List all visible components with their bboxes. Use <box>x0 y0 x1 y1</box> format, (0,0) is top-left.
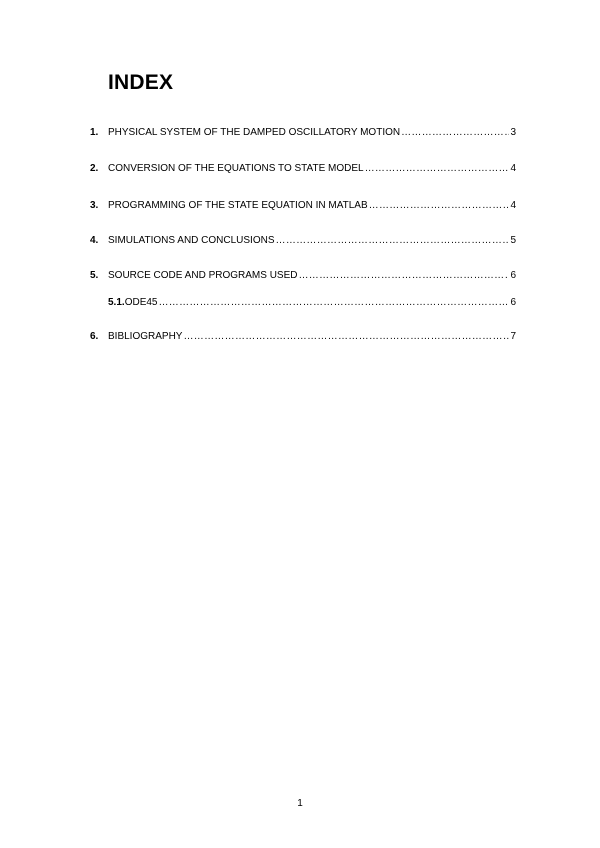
toc-dot-leader <box>369 199 510 213</box>
toc-entry-page: 4 <box>510 163 516 174</box>
toc-entry-3[interactable] <box>90 199 516 213</box>
toc-entry-label: SOURCE CODE AND PROGRAMS USED <box>108 270 298 281</box>
toc-entry-2[interactable] <box>90 162 516 176</box>
toc-entry-label: PROGRAMMING OF THE STATE EQUATION IN MATLAB <box>108 200 368 211</box>
toc-entry-number: 5. <box>90 270 99 281</box>
toc-dot-leader <box>183 330 509 344</box>
toc-entry-page: 6 <box>510 270 516 281</box>
toc-dot-leader <box>276 234 510 248</box>
toc-entry-4[interactable] <box>90 234 516 248</box>
toc-dot-leader <box>365 162 510 176</box>
page-number: 1 <box>297 798 303 809</box>
toc-entry-label: SIMULATIONS AND CONCLUSIONS <box>108 235 275 246</box>
toc-entry-number: 2. <box>90 163 99 174</box>
toc-entry-page: 4 <box>510 200 516 211</box>
toc-entry-5-1[interactable] <box>90 296 516 310</box>
toc-dot-leader <box>158 296 509 310</box>
toc-entry-1[interactable] <box>90 126 516 140</box>
toc-entry-6[interactable] <box>90 330 516 344</box>
toc-dot-leader <box>401 126 509 140</box>
toc-entry-page: 6 <box>510 297 516 308</box>
toc-entry-page: 7 <box>510 331 516 342</box>
toc-entry-page: 5 <box>510 235 516 246</box>
toc-entry-label: CONVERSION OF THE EQUATIONS TO STATE MODEL <box>108 163 364 174</box>
toc-dot-leader <box>298 269 509 283</box>
toc-entry-number: 1. <box>90 127 99 138</box>
toc-entry-5[interactable] <box>90 269 516 283</box>
toc-entry-label: PHYSICAL SYSTEM OF THE DAMPED OSCILLATORY MOTION <box>108 127 401 138</box>
index-title: INDEX <box>108 71 174 94</box>
toc-entry-number: 3. <box>90 200 99 211</box>
toc-entry-number: 5.1. <box>108 297 125 308</box>
toc-entry-label: ODE45 <box>124 297 158 308</box>
toc-entry-number: 4. <box>90 235 99 246</box>
toc-entry-page: 3 <box>510 127 516 138</box>
toc-entry-label: BIBLIOGRAPHY <box>108 331 183 342</box>
toc-entry-number: 6. <box>90 331 99 342</box>
